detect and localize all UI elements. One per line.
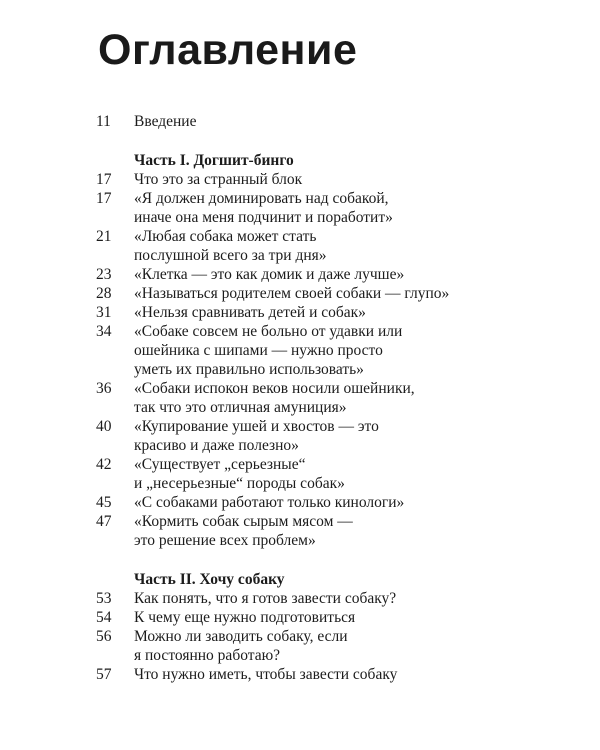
toc-entry-text: «Собаки испокон веков носили ошейники,	[134, 380, 415, 397]
toc-entry-line	[0, 341, 600, 360]
toc-page-number: 23	[96, 266, 112, 283]
toc-entry-line	[0, 627, 600, 646]
toc-page-number: 40	[96, 418, 112, 435]
part-heading-text: Часть I. Догшит-бинго	[134, 152, 294, 169]
part-1-entries	[0, 170, 600, 550]
toc-entry-line	[0, 455, 600, 474]
toc-entry-line	[0, 379, 600, 398]
toc-page-number: 45	[96, 494, 112, 511]
toc-page-number: 17	[96, 190, 112, 207]
toc-entry-text: так что это отличная амуниция»	[134, 399, 347, 416]
toc-entry-line	[0, 398, 600, 417]
toc-entry-text: иначе она меня подчинит и поработит»	[134, 209, 393, 226]
toc-page-number: 31	[96, 304, 112, 321]
section-spacer	[0, 131, 600, 151]
toc-entry-line	[0, 646, 600, 665]
toc-entry-text: красиво и даже полезно»	[134, 437, 299, 454]
toc-entry-text: ошейника с шипами — нужно просто	[134, 342, 383, 359]
toc-page-number: 42	[96, 456, 112, 473]
toc-entry-line	[0, 246, 600, 265]
toc-entry-line	[0, 589, 600, 608]
toc-entry-text: Что это за странный блок	[134, 171, 303, 188]
toc-entry-text: «Любая собака может стать	[134, 228, 317, 245]
toc-entry-line	[0, 208, 600, 227]
toc-entry-text: и „несерьезные“ породы собак»	[134, 475, 345, 492]
toc-entry-line	[0, 227, 600, 246]
toc-entry-text: Как понять, что я готов завести собаку?	[134, 590, 397, 607]
toc-page-number: 57	[96, 666, 112, 683]
toc-entry-text: послушной всего за три дня»	[134, 247, 327, 264]
toc-entry-text: «Кормить собак сырым мясом —	[134, 513, 353, 530]
toc-entry-line	[0, 303, 600, 322]
toc-entry-text: «Нельзя сравнивать детей и собак»	[134, 304, 366, 321]
toc-page-number: 34	[96, 323, 112, 340]
toc-entry-line	[0, 322, 600, 341]
toc-entry-line	[0, 265, 600, 284]
toc-page-number: 17	[96, 171, 112, 188]
toc-page-number: 28	[96, 285, 112, 302]
page-title: Оглавление	[98, 26, 358, 74]
toc-entry-text: «Собаке совсем не больно от удавки или	[134, 323, 403, 340]
toc-page-number: 56	[96, 628, 112, 645]
toc-entry-text: уметь их правильно использовать»	[134, 361, 364, 378]
part-1-heading	[0, 151, 600, 170]
toc-entry-line	[0, 608, 600, 627]
toc-entry-line	[0, 531, 600, 550]
toc-entry-text: К чему еще нужно подготовиться	[134, 609, 356, 626]
toc-entry-text: Можно ли заводить собаку, если	[134, 628, 348, 645]
toc-entry-text: я постоянно работаю?	[134, 647, 281, 664]
toc-entry-text: это решение всех проблем»	[134, 532, 316, 549]
part-2-entries	[0, 589, 600, 684]
section-spacer	[0, 550, 600, 570]
toc-page-number: 11	[96, 113, 111, 130]
toc-page-number: 21	[96, 228, 112, 245]
toc-entry-line	[0, 665, 600, 684]
toc-entry-text: «Я должен доминировать над собакой,	[134, 190, 389, 207]
toc-entry-text: «Существует „серьезные“	[134, 456, 306, 473]
toc-entry-text: «Клетка — это как домик и даже лучше»	[134, 266, 405, 283]
toc-entry-line	[0, 474, 600, 493]
toc-entry-text: Введение	[134, 113, 197, 130]
toc-entry-line	[0, 493, 600, 512]
toc-entry-text: Что нужно иметь, чтобы завести собаку	[134, 666, 398, 683]
toc-entry-text: «С собаками работают только кинологи»	[134, 494, 405, 511]
toc-entry-line	[0, 284, 600, 303]
toc-entry-line	[0, 417, 600, 436]
toc-entry-line	[0, 189, 600, 208]
toc-entry-line	[0, 360, 600, 379]
part-2-heading	[0, 570, 600, 589]
toc-entry-line	[0, 170, 600, 189]
toc-entry-text: «Купирование ушей и хвостов — это	[134, 418, 379, 435]
toc-entry-text: «Называться родителем своей собаки — глупо»	[134, 285, 450, 302]
toc-entry-intro	[0, 112, 600, 131]
table-of-contents	[0, 112, 600, 684]
part-heading-text: Часть II. Хочу собаку	[134, 571, 285, 588]
toc-entry-line	[0, 512, 600, 531]
toc-page-number: 53	[96, 590, 112, 607]
toc-page-number: 47	[96, 513, 112, 530]
toc-entry-line	[0, 436, 600, 455]
toc-page-number: 54	[96, 609, 112, 626]
toc-page-number: 36	[96, 380, 112, 397]
